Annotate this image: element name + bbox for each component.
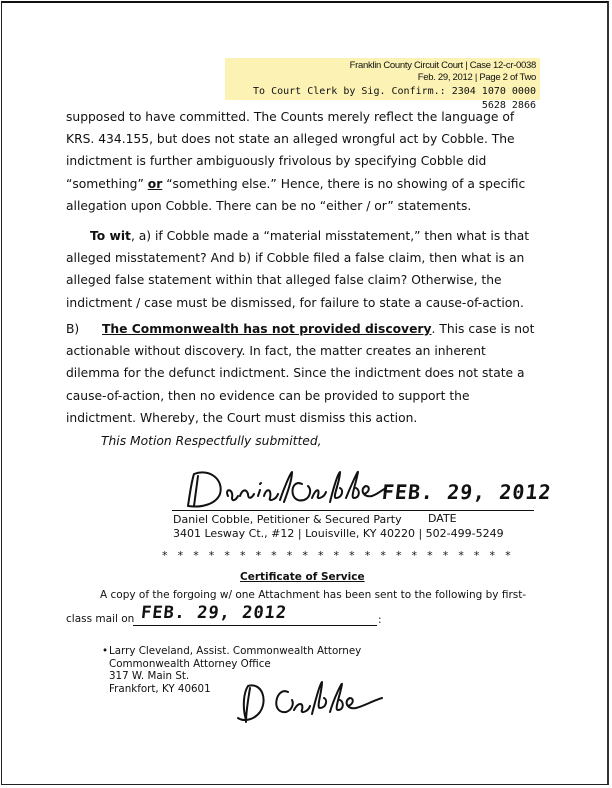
paragraph-counts	[66, 106, 536, 217]
closing-line: This Motion Respectfully submitted,	[101, 434, 322, 448]
certificate-line-2: class mail on	[66, 613, 135, 625]
signer-address: 3401 Lesway Ct., #12 | Louisville, KY 40220 | 502-499-5249	[173, 527, 504, 540]
signature-date-handwritten: FEB. 29, 2012	[380, 480, 553, 504]
paragraph-counts-text-b: “something else.” Hence, there is no showing of a specific allegation upon Cobble. There can be no “either / or” statements.	[66, 176, 526, 213]
handwritten-signature	[180, 466, 390, 514]
paragraph-discovery	[66, 318, 536, 429]
to-wit-text: , a) if Cobble made a “material misstatement,” then what is that alleged misstatement? And b) if Cobble filed a false claim, then what is an alleged false statement within that alleged false claim? Otherwise, the indictment / case must be dismissed, for failure to state a cause-of-action.	[66, 229, 530, 310]
to-wit-lead: To wit	[90, 229, 131, 243]
mail-colon: :	[378, 614, 382, 626]
signature-line	[172, 510, 534, 511]
certificate-line-1: A copy of the forgoing w/ one Attachment has been sent to the following by first-	[100, 589, 527, 601]
stamp-confirmation: To Court Clerk by Sig. Confirm.: 2304 1070 0000 5628 2866	[253, 86, 536, 111]
recipient-street: 317 W. Main St.	[109, 670, 190, 682]
initial-signature	[232, 676, 392, 726]
paragraph-counts-text-a: supposed to have committed. The Counts merely reflect the language of KRS. 434.155, but does not state an alleged wrongful act by Cobble. The indictment is further ambiguously frivolous by specifying Cobble did “something”	[66, 110, 515, 191]
mail-date-handwritten: FEB. 29, 2012	[139, 603, 289, 623]
mail-date-blank	[133, 625, 377, 626]
filing-stamp	[225, 58, 540, 111]
section-marker-b: B)	[66, 322, 80, 336]
discovery-heading: The Commonwealth has not provided discovery	[102, 322, 432, 336]
separator-stars: * * * * * * * * * * * * * * * * * * * * * * *	[162, 549, 514, 562]
recipient-name: Larry Cleveland, Assist. Commonwealth Attorney	[109, 645, 362, 657]
stamp-court-case: Franklin County Circuit Court | Case 12-cr-0038	[349, 60, 536, 71]
recipient-city: Frankfort, KY 40601	[109, 682, 211, 695]
certificate-title: Certificate of Service	[240, 571, 365, 583]
emphasis-or: or	[147, 176, 163, 191]
stamp-date-page: Feb. 29, 2012 | Page 2 of Two	[417, 72, 536, 83]
discovery-text: . This case is not actionable without discovery. In fact, the matter creates an inherent dilemma for the defunct indictment. Since the indictment does not state a cause-of-action, then no evidence can be provided to support the indictment. Whereby, the Court must dismiss this action.	[66, 322, 535, 425]
recipient-line-1	[102, 645, 361, 658]
bullet-icon: •	[102, 645, 109, 657]
signer-name: Daniel Cobble, Petitioner & Secured Party	[173, 513, 402, 526]
date-label: DATE	[428, 512, 457, 525]
paragraph-to-wit	[66, 225, 536, 314]
recipient-office: Commonwealth Attorney Office	[109, 657, 271, 670]
